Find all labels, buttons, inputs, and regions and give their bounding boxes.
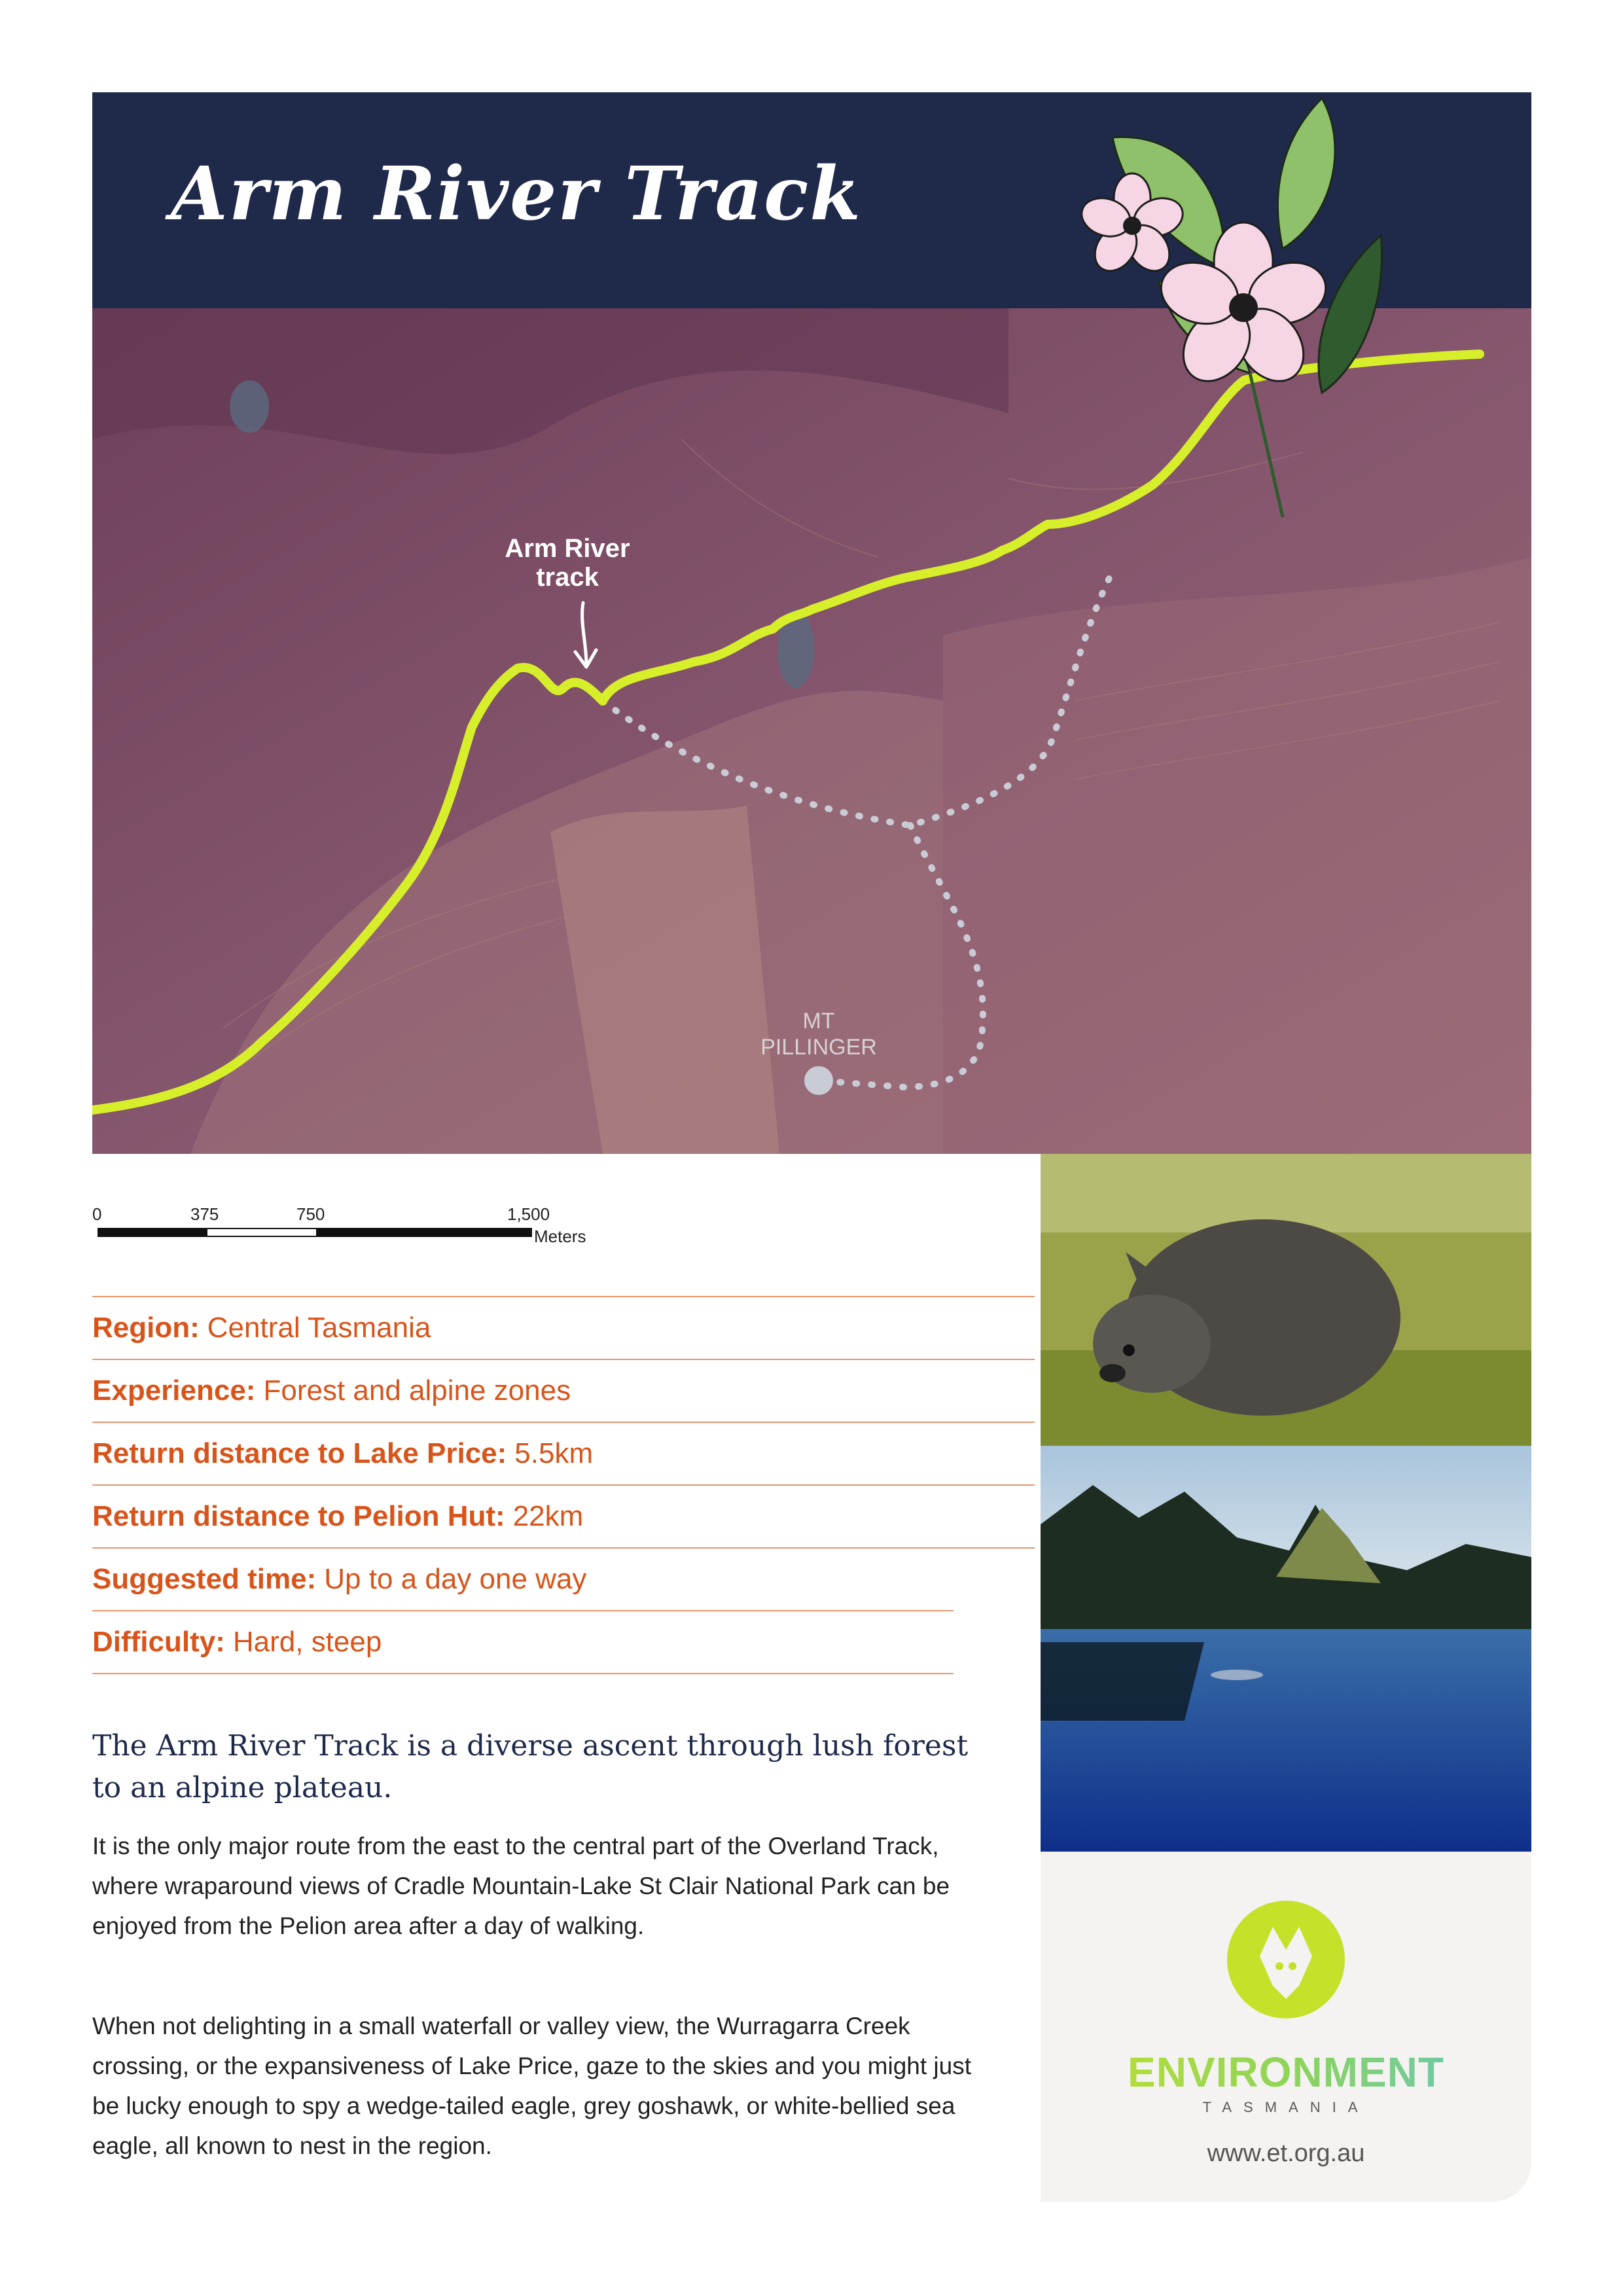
peak-label-line1: MT [802, 1009, 835, 1033]
info-row-lake-price: Return distance to Lake Price: 5.5km [92, 1422, 1035, 1484]
flower-illustration [1073, 92, 1400, 550]
brand-subtitle: TASMANIA [1202, 2099, 1370, 2115]
page-title: Arm River Track [171, 151, 862, 237]
body-paragraph-2: When not delighting in a small waterfall or valley view, the Wurragarra Creek crossing, or the expansiveness of Lake Price, gaze to the skies and you might just be lucky enough to spy a wedge-tailed eagle, grey goshawk, or white-bellied sea eagle, all known to nest in the region. [92, 2013, 972, 2159]
scale-label-375: 375 [190, 1204, 219, 1224]
map-scale-bar [92, 1204, 590, 1263]
info-row-pelion-hut: Return distance to Pelion Hut: 22km [92, 1484, 1035, 1547]
scale-label-0: 0 [92, 1204, 102, 1224]
scale-units: Meters [534, 1227, 586, 1246]
info-row-difficulty: Difficulty: Hard, steep [92, 1610, 954, 1674]
body-paragraph-1: It is the only major route from the east to the central part of the Overland Track, where wraparound views of Cradle Mountain-Lake St Clair National Park can be enjoyed from the Pelion area after a day of walking. [92, 1833, 950, 1939]
lead-paragraph: The Arm River Track is a diverse ascent through lush forest to an alpine plateau. [92, 1729, 969, 1804]
website-link[interactable]: www.et.org.au [1207, 2140, 1365, 2167]
info-row-suggested-time: Suggested time: Up to a day one way [92, 1547, 1035, 1610]
wombat-photo [1041, 1154, 1531, 1446]
scale-label-1500: 1,500 [507, 1204, 550, 1224]
info-row-region: Region: Central Tasmania [92, 1296, 1035, 1359]
track-info-list [92, 1296, 1035, 1674]
info-row-experience: Experience: Forest and alpine zones [92, 1359, 1035, 1422]
flower-icon [1073, 92, 1400, 550]
environment-tasmania-panel [1041, 1852, 1531, 2202]
track-label-line1: Arm River [505, 534, 630, 563]
track-label-line2: track [536, 563, 599, 592]
peak-label-line2: PILLINGER [760, 1035, 877, 1060]
lake-photo [1041, 1446, 1531, 1852]
brand-name: ENVIRONMENT [1041, 2048, 1531, 2096]
wombat-logo-icon [1041, 1852, 1531, 2048]
scale-label-750: 750 [296, 1204, 325, 1224]
scale-bar-graphic [98, 1228, 532, 1237]
